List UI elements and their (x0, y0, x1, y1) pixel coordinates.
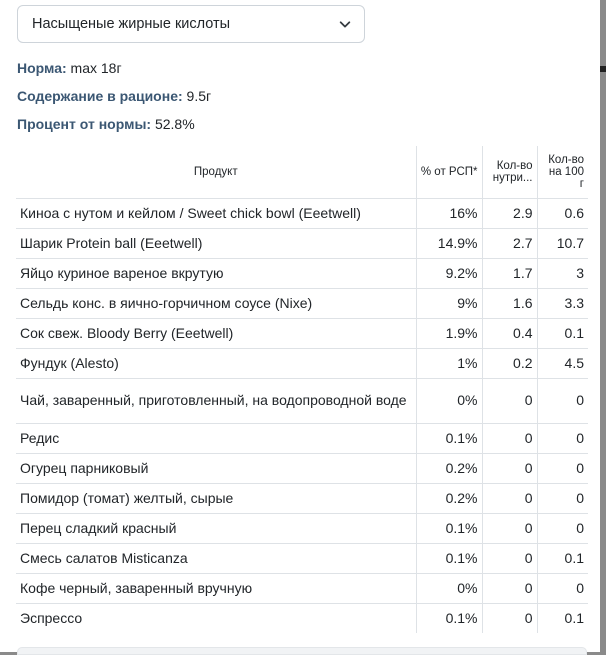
table-row (16, 318, 588, 348)
per100-cell: 4.5 (537, 348, 588, 378)
amount-cell: 1.7 (482, 258, 537, 288)
column-header-per100[interactable]: Кол-во на 100 г (537, 146, 588, 198)
amount-cell: 0.4 (482, 318, 537, 348)
product-cell: Огурец парниковый (16, 453, 416, 483)
nutrient-select[interactable] (17, 5, 365, 43)
amount-cell: 0 (482, 573, 537, 603)
per100-cell: 0.6 (537, 198, 588, 228)
percent-info (17, 116, 195, 132)
table-row (16, 423, 588, 453)
percent-cell: 0.1% (416, 543, 482, 573)
amount-cell: 0 (482, 423, 537, 453)
per100-cell: 0 (537, 453, 588, 483)
percent-cell: 0.2% (416, 453, 482, 483)
products-table-body (16, 198, 588, 633)
products-table (16, 146, 588, 633)
table-row (16, 288, 588, 318)
chevron-down-icon (338, 17, 352, 31)
content-value: 9.5г (186, 88, 212, 104)
product-cell: Кофе черный, заваренный вручную (16, 573, 416, 603)
norm-info (17, 60, 122, 76)
column-header-product[interactable]: Продукт (16, 146, 416, 198)
table-row (16, 198, 588, 228)
product-cell: Помидор (томат) желтый, сырые (16, 483, 416, 513)
per100-cell: 0.1 (537, 543, 588, 573)
per100-cell: 3.3 (537, 288, 588, 318)
per100-cell: 0.1 (537, 603, 588, 633)
per100-cell: 0 (537, 378, 588, 423)
product-cell: Смесь салатов Misticanza (16, 543, 416, 573)
norm-label: Норма: (17, 60, 67, 76)
percent-cell: 0% (416, 378, 482, 423)
percent-cell: 9.2% (416, 258, 482, 288)
per100-cell: 0 (537, 573, 588, 603)
table-row (16, 228, 588, 258)
percent-cell: 14.9% (416, 228, 482, 258)
product-cell: Редис (16, 423, 416, 453)
table-row (16, 573, 588, 603)
percent-cell: 9% (416, 288, 482, 318)
table-row (16, 543, 588, 573)
product-cell: Эспрессо (16, 603, 416, 633)
backdrop-mark (600, 66, 606, 72)
percent-cell: 16% (416, 198, 482, 228)
modal-backdrop (600, 0, 606, 655)
content-info (17, 88, 211, 104)
bottom-panel-edge (17, 647, 587, 655)
product-cell: Киноа с нутом и кейлом / Sweet chick bowl (Eeetwell) (20, 204, 361, 221)
amount-cell: 0 (482, 378, 537, 423)
table-row (16, 603, 588, 633)
content-label: Содержание в рационе: (17, 88, 183, 104)
amount-cell: 0 (482, 453, 537, 483)
percent-cell: 1% (416, 348, 482, 378)
percent-cell: 0.1% (416, 423, 482, 453)
nutrient-select-value: Насыщеные жирные кислоты (32, 16, 231, 32)
amount-cell: 2.9 (482, 198, 537, 228)
norm-value: max 18г (70, 60, 122, 76)
product-cell: Фундук (Alesto) (16, 348, 416, 378)
per100-cell: 0 (537, 513, 588, 543)
product-cell: Чай, заваренный, приготовленный, на водопроводной воде (16, 378, 416, 423)
product-cell: Сок свеж. Bloody Berry (Eeetwell) (16, 318, 416, 348)
percent-cell: 0.1% (416, 513, 482, 543)
percent-cell: 0.2% (416, 483, 482, 513)
amount-cell: 0 (482, 483, 537, 513)
column-header-amount[interactable]: Кол-во нутри... (482, 146, 537, 198)
per100-cell: 0 (537, 483, 588, 513)
amount-cell: 0 (482, 513, 537, 543)
amount-cell: 2.7 (482, 228, 537, 258)
table-row (16, 483, 588, 513)
percent-value: 52.8% (154, 116, 195, 132)
amount-cell: 0 (482, 543, 537, 573)
table-row (16, 258, 588, 288)
amount-cell: 1.6 (482, 288, 537, 318)
column-header-percent[interactable]: % от РСП* (416, 146, 482, 198)
product-cell: Яйцо куриное вареное вкрутую (16, 258, 416, 288)
percent-label: Процент от нормы: (17, 116, 152, 132)
amount-cell: 0.2 (482, 348, 537, 378)
table-row (16, 378, 588, 423)
per100-cell: 3 (537, 258, 588, 288)
percent-cell: 0.1% (416, 603, 482, 633)
percent-cell: 0% (416, 573, 482, 603)
table-row (16, 513, 588, 543)
per100-cell: 0 (537, 423, 588, 453)
table-row (16, 348, 588, 378)
table-row (16, 453, 588, 483)
amount-cell: 0 (482, 603, 537, 633)
product-cell: Перец сладкий красный (16, 513, 416, 543)
table-header-row (16, 146, 588, 198)
product-cell: Шарик Protein ball (Eeetwell) (16, 228, 416, 258)
per100-cell: 0.1 (537, 318, 588, 348)
per100-cell: 10.7 (537, 228, 588, 258)
percent-cell: 1.9% (416, 318, 482, 348)
product-cell: Сельдь конс. в яично-горчичном соусе (Nixe) (16, 288, 416, 318)
